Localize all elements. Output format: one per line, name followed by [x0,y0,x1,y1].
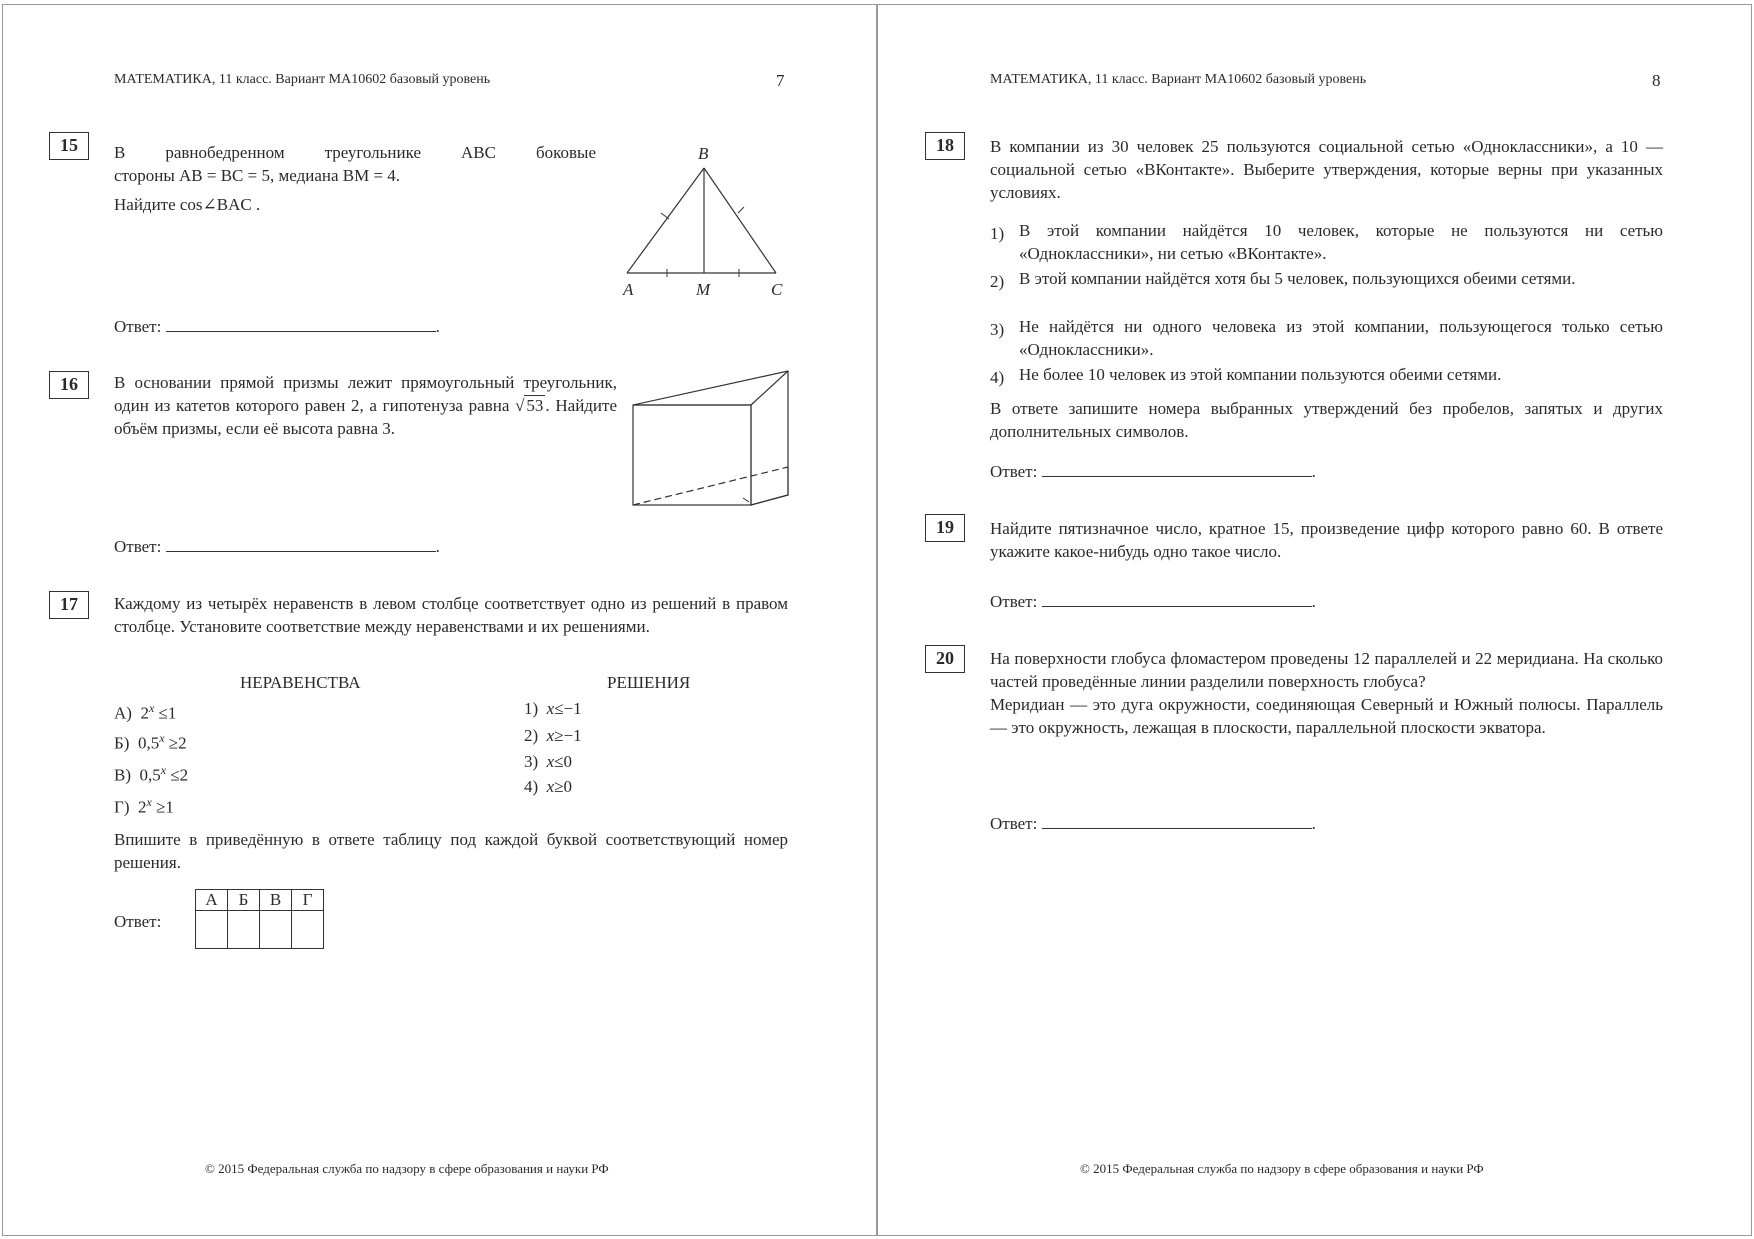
vertex-label-a: A [623,280,634,299]
inequality-base: 0,5 [137,733,160,753]
solution-rel: ≤0 [554,752,573,771]
q17-instruction: Впишите в приведённую в ответе таблицу под каждой буквой соответствующий номер решения. [114,830,788,872]
option-number: 2) [990,272,1005,291]
answer-cell-g[interactable] [292,911,324,949]
solution-var: x [546,726,555,745]
option-number: 3) [990,320,1005,339]
answer-table-header: Г [292,890,324,911]
inequality-label: А) [114,703,132,723]
q15-line-3: Найдите cos∠BAC . [114,195,261,214]
q17-left-heading: НЕРАВЕНСТВА [240,673,361,692]
q18-instruction: В ответе запишите номера выбранных утверждений без пробелов, запятых и других дополнительных символов. [990,399,1663,441]
q20-answer-field[interactable] [1042,813,1312,829]
option-text: Не более 10 человек из этой компании пользуются обеими сетями. [1019,365,1502,384]
q16-text-a: В основании прямой призмы лежит прямоугольный треугольник, один из катетов которого равен 2, а гипотенуза равна [114,373,617,415]
q16-text-b: . Найдите объём призмы, если её высота равна 3. [114,396,618,438]
q19-answer [990,591,1316,612]
answer-cell-b[interactable] [228,911,260,949]
answer-label: Ответ: [990,814,1038,833]
inequality-label: Б) [114,733,130,753]
inequality-exp: x [146,795,152,809]
q20-question: На поверхности глобуса фломастером проведены 12 параллелей и 22 меридиана. На сколько частей проведённые линии разделили поверхность глобуса? [990,649,1663,691]
option-text: Не найдётся ни одного человека из этой компании, пользующегося только сетью «Одноклассники». [1019,317,1663,359]
solution-rel: ≤−1 [554,699,582,718]
solution-var: x [546,777,555,796]
q17-answer-label: Ответ: [114,912,162,931]
page-footer: © 2015 Федеральная служба по надзору в сфере образования и науки РФ [1080,1161,1484,1176]
solution-label: 3) [524,752,539,771]
answer-label: Ответ: [114,317,162,336]
answer-table-header: В [260,890,292,911]
solution-3 [524,752,572,772]
q16-answer [114,536,440,557]
inequality-v [114,763,188,786]
q18-option-2 [990,267,1663,315]
answer-end: . [1311,592,1316,611]
answer-label: Ответ: [114,537,162,556]
q20-answer [990,813,1316,834]
q18-answer-field[interactable] [1042,461,1312,477]
q18-answer [990,461,1316,482]
solution-1 [524,699,582,719]
solution-4 [524,777,572,797]
vertex-label-m: M [696,280,711,299]
answer-table-header: Б [228,890,260,911]
answer-end: . [435,537,440,556]
inequality-base: 2 [138,797,147,817]
question-number-15: 15 [49,132,89,160]
q18-intro: В компании из 30 человек 25 пользуются социальной сетью «Одноклассники», а 10 — социальной сетью «ВКонтакте». Выберите утверждения, которые верны при указанных условиях. [990,137,1663,202]
inequality-exp: x [159,731,165,745]
q17-answer-table [195,889,324,949]
solution-rel: ≥0 [554,777,573,796]
inequality-rel: ≥1 [156,797,174,817]
q16-text [114,371,617,440]
page-number: 7 [776,71,785,90]
question-number-18: 18 [925,132,965,160]
page-footer: © 2015 Федеральная служба по надзору в сфере образования и науки РФ [205,1161,609,1176]
inequality-b [114,731,187,754]
q20-note: Меридиан — это дуга окружности, соединяющая Северный и Южный полюсы. Параллель — это окружность, лежащая в плоскости, параллельной плоскости экватора. [990,695,1663,737]
solution-2 [524,726,582,746]
q20-text [990,647,1663,739]
question-number-17: 17 [49,591,89,619]
inequality-base: 0,5 [139,765,161,785]
answer-label: Ответ: [990,462,1038,481]
triangle-figure [613,141,793,301]
solution-var: x [546,752,555,771]
solution-var: x [546,699,555,718]
inequality-base: 2 [140,703,149,723]
question-number-16: 16 [49,371,89,399]
vertex-label-b: B [698,144,709,163]
answer-end: . [1311,814,1316,833]
vertex-label-c: C [771,280,783,299]
q19-answer-field[interactable] [1042,591,1312,607]
inequality-rel: ≤2 [170,765,189,785]
q19-text: Найдите пятизначное число, кратное 15, произведение цифр которого равно 60. В ответе укажите какое-нибудь одно такое число. [990,519,1663,561]
option-number: 4) [990,368,1005,387]
inequality-g [114,795,174,818]
answer-end: . [435,317,440,336]
answer-cell-v[interactable] [260,911,292,949]
answer-end: . [1311,462,1316,481]
question-number-19: 19 [925,514,965,542]
inequality-exp: x [160,763,167,777]
q15-answer [114,316,440,337]
inequality-label: Г) [114,797,130,817]
solution-label: 4) [524,777,539,796]
right-page [877,4,1752,1236]
q16-sqrt: √ 53 [515,396,544,415]
prism-figure [628,365,803,515]
q17-intro: Каждому из четырёх неравенств в левом столбце соответствует одно из решений в правом столбце. Установите соответствие между неравенствами и их решениями. [114,594,788,636]
inequality-exp: x [148,701,155,715]
option-text: В этой компании найдётся хотя бы 5 человек, пользующихся обеими сетями. [1019,269,1576,288]
question-number-20: 20 [925,645,965,673]
inequality-a [114,701,176,724]
q18-option-4 [990,363,1663,389]
q16-sqrt-value: 53 [526,396,544,415]
solution-rel: ≥−1 [554,726,582,745]
inequality-label: В) [114,765,131,785]
solution-label: 2) [524,726,539,745]
option-number: 1) [990,224,1005,243]
answer-table-header: А [196,890,228,911]
q15-answer-field[interactable] [166,316,436,332]
q15-line-2: стороны AB = BC = 5, медиана BM = 4. [114,166,401,185]
page-number: 8 [1652,71,1661,90]
left-page [2,4,877,1236]
q18-option-1 [990,219,1663,267]
q17-right-heading: РЕШЕНИЯ [607,673,691,692]
page-header: МАТЕМАТИКА, 11 класс. Вариант МА10602 базовый уровень [114,72,491,87]
q15-text [114,141,596,216]
q15-line-1: В равнобедренном треугольнике ABC боковые [114,143,596,162]
option-text: В этой компании найдётся 10 человек, которые не пользуются ни сетью «Одноклассники», ни сетью «ВКонтакте». [1019,221,1663,263]
inequality-rel: ≤1 [158,703,177,723]
q16-answer-field[interactable] [166,536,436,552]
q18-option-3 [990,315,1663,363]
solution-label: 1) [524,699,539,718]
answer-cell-a[interactable] [196,911,228,949]
page-header: МАТЕМАТИКА, 11 класс. Вариант МА10602 базовый уровень [990,72,1367,87]
answer-label: Ответ: [990,592,1038,611]
inequality-rel: ≥2 [168,733,187,753]
